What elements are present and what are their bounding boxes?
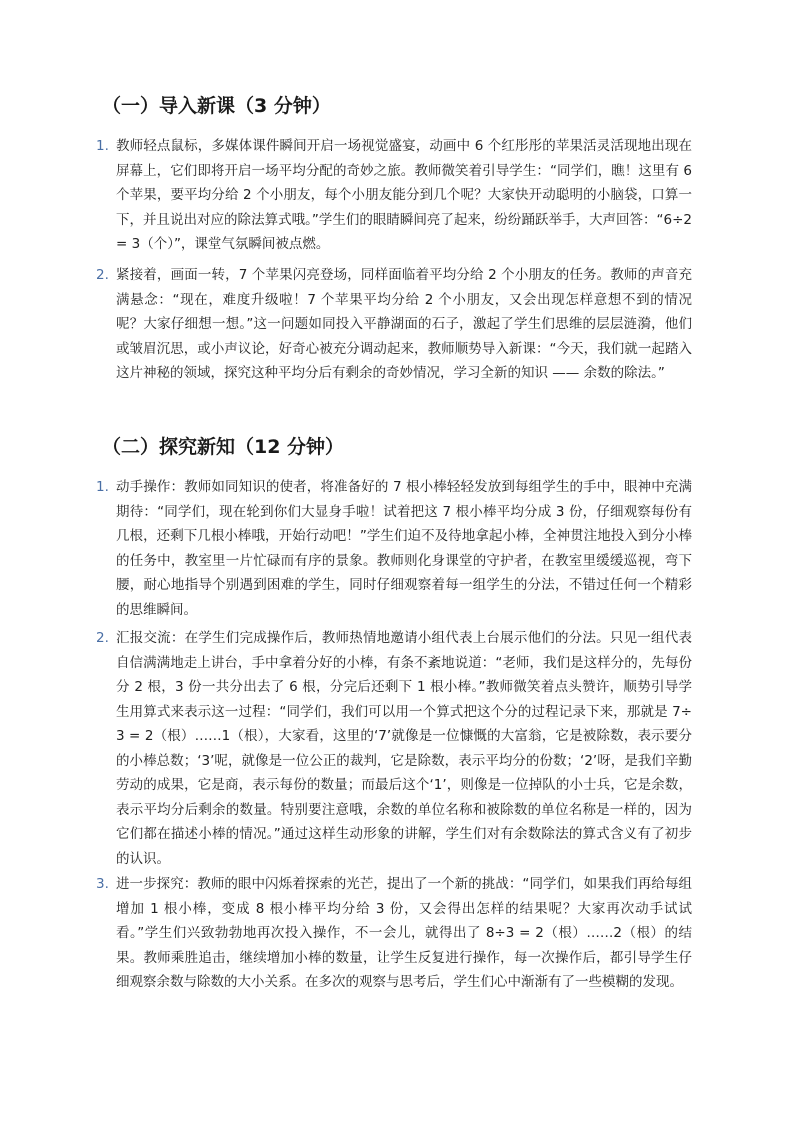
- list-item-text: 动手操作：教师如同知识的使者，将准备好的 7 根小棒轻轻发放到每组学生的手中，眼神中充满期待：“同学们，现在轮到你们大显身手啦！试着把这 7 根小棒平均分成 3 份，仔细观察每份有几根，还剩下几根小棒哦，开始行动吧！”学生们迫不及待地拿起小棒，全神贯注地投入到分小棒的任务中，教室里一片忙碌而有序的景象。教师则化身课堂的守护者，在教室里缓缓巡视，弯下腰，耐心地指导个别遇到困难的学生，同时仔细观察着每一组学生的分法，不错过任何一个精彩的思维瞬间。: [116, 479, 692, 618]
- list-number: 2.: [96, 267, 109, 283]
- list-item-text: 进一步探究：教师的眼中闪烁着探索的光芒，提出了一个新的挑战：“同学们，如果我们再给每组增加 1 根小棒，变成 8 根小棒平均分给 3 份，又会得出怎样的结果呢？大家再次动手试试看。”学生们兴致勃勃地再次投入操作，不一会儿，就得出了 8÷3 = 2（根）……2（根）的结果。教师乘胜追击，继续增加小棒的数量，让学生反复进行操作，每一次操作后，都引导学生仔细观察余数与除数的大小关系。在多次的观察与思考后，学生们心中渐渐有了一些模糊的发现。: [116, 876, 692, 990]
- list-item-text: 教师轻点鼠标，多媒体课件瞬间开启一场视觉盛宴，动画中 6 个红彤彤的苹果活灵活现地出现在屏幕上，它们即将开启一场平均分配的奇妙之旅。教师微笑着引导学生：“同学们，瞧！这里有 6 个苹果，要平均分给 2 个小朋友，每个小朋友能分到几个呢？大家快开动聪明的小脑袋，口算一下，并且说出对应的除法算式哦。”学生们的眼睛瞬间亮了起来，纷纷踊跃举手，大声回答：“6÷2 = 3（个）”，课堂气氛瞬间被点燃。: [116, 138, 692, 252]
- list-number: 2.: [96, 630, 109, 646]
- list-item: [96, 872, 692, 995]
- section-heading-explore: （二）探究新知（12 分钟）: [102, 436, 345, 458]
- list-item: [96, 475, 692, 622]
- list-number: 1.: [96, 479, 109, 495]
- list-number: 1.: [96, 138, 109, 154]
- section-heading-intro: （一）导入新课（3 分钟）: [102, 95, 331, 117]
- list-item: [96, 263, 692, 386]
- list-item-text: 紧接着，画面一转，7 个苹果闪亮登场，同样面临着平均分给 2 个小朋友的任务。教师的声音充满悬念：“现在，难度升级啦！7 个苹果平均分给 2 个小朋友，又会出现怎样意想不到的情况呢？大家仔细想一想。”这一问题如同投入平静湖面的石子，激起了学生们思维的层层涟漪，他们或皱眉沉思，或小声议论，好奇心被充分调动起来，教师顺势导入新课：“今天，我们就一起踏入这片神秘的领域，探究这种平均分后有剩余的奇妙情况，学习全新的知识 —— 余数的除法。”: [116, 267, 692, 381]
- list-item: [96, 626, 692, 871]
- list-item: [96, 134, 692, 257]
- list-item-text: 汇报交流：在学生们完成操作后，教师热情地邀请小组代表上台展示他们的分法。只见一组代表自信满满地走上讲台，手中拿着分好的小棒，有条不紊地说道：“老师，我们是这样分的，先每份分 2 根，3 份一共分出去了 6 根，分完后还剩下 1 根小棒。”教师微笑着点头赞许，顺势引导学生用算式来表示这一过程：“同学们，我们可以用一个算式把这个分的过程记录下来，那就是 7÷3 = 2（根）……1（根），大家看，这里的‘7’就像是一位慷慨的大富翁，它是被除数，表示要分的小棒总数；‘3’呢，就像是一位公正的裁判，它是除数，表示平均分的份数；‘2’呀，是我们辛勤劳动的成果，它是商，表示每份的数量；而最后这个‘1’，则像是一位掉队的小士兵，它是余数，表示平均分后剩余的数量。特别要注意哦，余数的单位名称和被除数的单位名称是一样的，因为它们都在描述小棒的情况。”通过这样生动形象的讲解，学生们对有余数除法的算式含义有了初步的认识。: [116, 630, 692, 867]
- list-number: 3.: [96, 876, 109, 892]
